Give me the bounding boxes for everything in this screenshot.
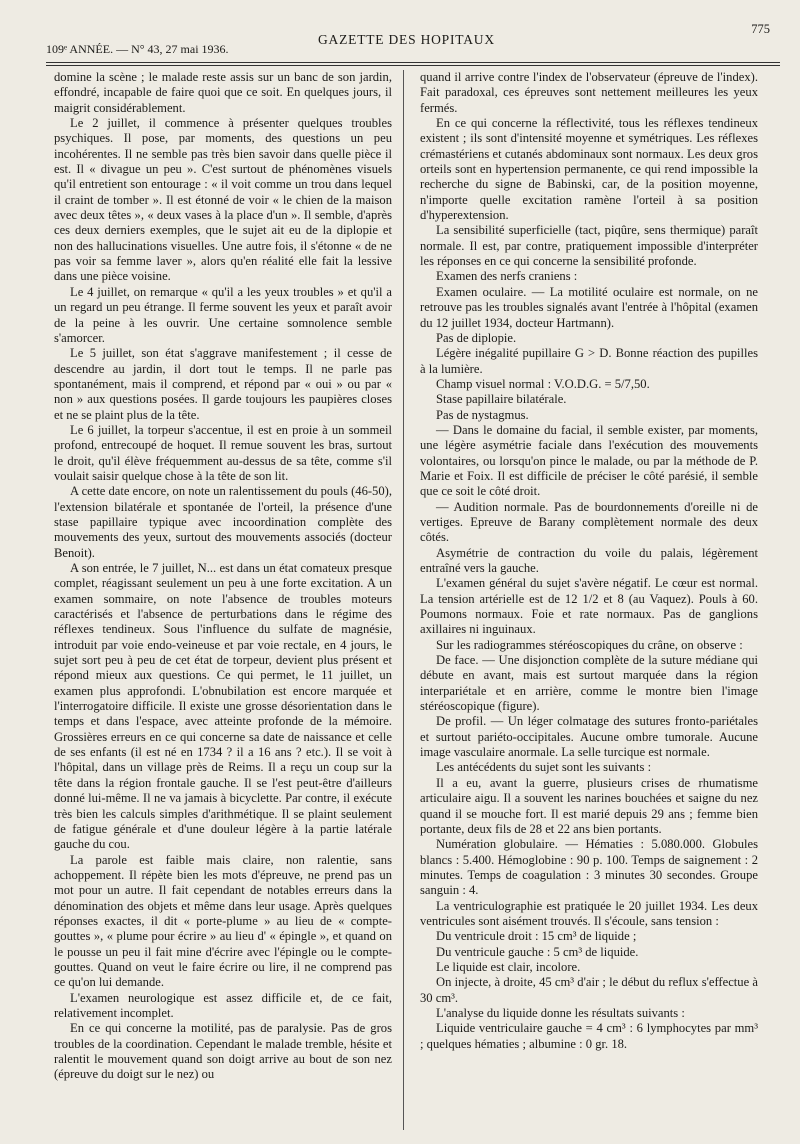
- paragraph: — Audition normale. Pas de bourdonnements d'oreille ni de vertiges. Epreuve de Barany complètement normale des deux côtés.: [420, 499, 758, 545]
- paragraph: A son entrée, le 7 juillet, N... est dans un état comateux presque complet, réagissant seulement un peu à une forte excitation. A un examen sommaire, on note l'absence de troubles moteurs caractérisés et l'absence de perturbations dans le régime des réflexes tendineux. Sous l'influence du sulfate de magnésie, introduit par voie endo-veineuse et par voie rectale, en 4 jours, le sujet sort peu à peu de cet état de torpeur, devient plus présent et répond mieux aux questions. Ce qui permet, le 11 juillet, un examen plus approfondi. L'obnubilation est encore marquée et l'interrogatoire difficile. Il existe une grosse désorientation dans le temps et dans l'espace, avec atteinte profonde de la mémoire. Grossières erreurs en ce qui concerne sa date de naissance et celle de ses enfants (il est né en 1734 ? il a 16 ans ? etc.). Il se voit à l'hôpital, dans un village près de Reims. Il a reçu un coup sur la tête dans la région frontale gauche. Il se l'est peut-être d'ailleurs donné lui-même. Il ne va jamais à bicyclette. Par contre, il exécute très bien les calculs simples d'arithmétique. Il se plaint seulement de fatigue générale et d'une douleur légère à la partie latérale gauche du cou.: [54, 561, 392, 852]
- paragraph: La parole est faible mais claire, non ralentie, sans achoppement. Il répète bien les mots d'épreuve, ne prend pas un mot pour un autre. Il fait cependant de notables erreurs dans la dénomination des objets et même dans leur usage. Après quelques réponses exactes, il dit « porte-plume » au lieu de « compte-gouttes », « plume pour écrire » au lieu d' « épingle », et quand on le pousse un peu il fait mine d'écrire avec l'épingle ou le compte-gouttes. Quand on veut le faire écrire ou lire, il ne comprend pas ce qu'on lui demande.: [54, 852, 392, 990]
- paragraph: Liquide ventriculaire gauche = 4 cm³ : 6 lymphocytes par mm³ ; quelques hématies ; albumine : 0 gr. 18.: [420, 1021, 758, 1051]
- right-column: [420, 70, 758, 1130]
- paragraph: On injecte, à droite, 45 cm³ d'air ; le début du reflux s'effectue à 30 cm³.: [420, 975, 758, 1005]
- paragraph: Le liquide est clair, incolore.: [436, 959, 581, 974]
- paragraph: La ventriculographie est pratiquée le 20 juillet 1934. Les deux ventricules sont aisément trouvés. Il s'écoule, sans tension :: [420, 898, 758, 928]
- issue-info: 109ᵉ ANNÉE. — N° 43, 27 mai 1936.: [46, 42, 229, 56]
- paragraph: Stase papillaire bilatérale.: [436, 392, 567, 407]
- paragraph: Le 5 juillet, son état s'aggrave manifestement ; il cesse de descendre au jardin, il dort tout le temps. Il ne parle pas spontanément, mais il comprend, et répond par « oui » ou par « non » aux questions posées. Il garde toujours les paupières closes et ne se plaint plus de la tête.: [54, 346, 392, 422]
- header-rule: [46, 62, 780, 63]
- paragraph: Le 4 juillet, on remarque « qu'il a les yeux troubles » et qu'il a un regard un peu étrange. Il ferme souvent les yeux et paraît avoir de la peine à les ouvrir. Une certaine somnolence semble s'amorcer.: [54, 284, 392, 345]
- paragraph: Examen des nerfs craniens :: [436, 269, 578, 284]
- paragraph: Les antécédents du sujet sont les suivants :: [436, 760, 652, 775]
- paragraph: La sensibilité superficielle (tact, piqûre, sens thermique) paraît normale. Il est, par contre, pratiquement impossible d'interpréter les réponses en ce qui concerne la sensibilité profonde.: [420, 223, 758, 269]
- paragraph: Pas de nystagmus.: [436, 407, 529, 422]
- left-column: [54, 70, 392, 1130]
- paragraph: Du ventricule droit : 15 cm³ de liquide ;: [436, 929, 637, 944]
- paragraph: Numération globulaire. — Hématies : 5.080.000. Globules blancs : 5.400. Hémoglobine : 90 p. 100. Temps de saignement : 2 minutes. Temps de coagulation : 3 minutes 30 secondes. Groupe sanguin : 4.: [420, 837, 758, 898]
- paragraph: De face. — Une disjonction complète de la suture médiane qui débute en avant, mais est surtout marquée dans la région interpariétale et en arrière, comme le montre bien l'image stéréoscopique (figure).: [420, 653, 758, 714]
- paragraph: Légère inégalité pupillaire G > D. Bonne réaction des pupilles à la lumière.: [420, 346, 758, 376]
- paragraph: Le 2 juillet, il commence à présenter quelques troubles psychiques. Il pose, par moments, des questions un peu incohérentes. Il ne semble pas très bien savoir dans quelle pièce il est. Il « divague un peu ». C'est surtout de phénomènes visuels qu'il entretient son entourage : « il voit comme un trou dans lequel il craint de tomber ». Il est étonné de voir « le chien de la maison avec deux têtes », « deux vases à la place d'un ». Il semble, d'après ces deux derniers exemples, que le sujet ait eu de la diplopie et non des hallucinations visuelles. Une autre fois, il s'étonne « de ne pas voir sa femme laver », alors qu'en réalité elle fait la lessive dans une pièce voisine.: [54, 116, 392, 284]
- paragraph: Le 6 juillet, la torpeur s'accentue, il est en proie à un sommeil profond, entrecoupé de hoquet. Il remue souvent les bras, surtout le droit, qu'il élève fréquemment au-dessus de sa tête, comme s'il voulait saisir quelque chose à la tête de son lit.: [54, 422, 392, 483]
- paragraph: Sur les radiogrammes stéréoscopiques du crâne, on observe :: [436, 637, 743, 652]
- column-divider: [403, 70, 404, 1130]
- page-header: [46, 22, 770, 58]
- paragraph: A cette date encore, on note un ralentissement du pouls (46-50), l'extension bilatérale et spontanée de l'orteil, la présence d'une stase papillaire typique avec incoordination complète des mouvements des yeux, surtout des mouvements associés (docteur Benoit).: [54, 484, 392, 560]
- paragraph: — Dans le domaine du facial, il semble exister, par moments, une légère asymétrie faciale dans l'exécution des mouvements volontaires, ou lorsqu'on pince le malade, ou par la méthode de P. Marie et Foix. Il est difficile de préciser le côté parésié, il semble que ce soit le côté droit.: [420, 422, 758, 499]
- paragraph: L'examen général du sujet s'avère négatif. Le cœur est normal. La tension artérielle est de 12 1/2 et 8 (au Vaquez). Pouls à 60. Poumons normaux. Foie et rate normaux. Pas de ganglions axillaires ni inguinaux.: [420, 576, 758, 637]
- paragraph: Pas de diplopie.: [436, 330, 517, 345]
- paragraph: Il a eu, avant la guerre, plusieurs crises de rhumatisme articulaire aigu. Il a souvent les narines bouchées et saigne du nez quand il se mouche fort. Il est marié depuis 29 ans ; femme bien portante, deux fils de 28 et 22 ans bien portants.: [420, 775, 758, 836]
- paragraph: Du ventricule gauche : 5 cm³ de liquide.: [436, 944, 639, 959]
- publication-title: GAZETTE DES HOPITAUX: [318, 32, 495, 47]
- paragraph: L'analyse du liquide donne les résultats suivants :: [436, 1005, 685, 1020]
- paragraph: Champ visuel normal : V.O.D.G. = 5/7,50.: [436, 376, 650, 391]
- paragraph: Asymétrie de contraction du voile du palais, légèrement entraîné vers la gauche.: [420, 545, 758, 575]
- paragraph: L'examen neurologique est assez difficile et, de ce fait, relativement incomplet.: [54, 990, 392, 1020]
- paragraph: De profil. — Un léger colmatage des sutures fronto-pariétales et surtout pariéto-occipitales. Aucune ombre tumorale. Aucune image vasculaire anormale. La selle turcique est normale.: [420, 714, 758, 760]
- paragraph: Examen oculaire. — La motilité oculaire est normale, on ne retrouve pas les troubles signalés avant l'entrée à l'hôpital (examen du 12 juillet 1934, docteur Hartmann).: [420, 284, 758, 330]
- paragraph: En ce qui concerne la motilité, pas de paralysie. Pas de gros troubles de la coordination. Cependant le malade tremble, hésite et ralentit le mouvement quand son doigt arrive au bout de son nez (épreuve du doigt sur le nez) ou: [54, 1021, 392, 1082]
- paragraph: quand il arrive contre l'index de l'observateur (épreuve de l'index). Fait paradoxal, ces épreuves sont nettement meilleures les yeux fermés.: [420, 70, 758, 115]
- paragraph: domine la scène ; le malade reste assis sur un banc de son jardin, effondré, incapable de faire quoi que ce soit. En quelques jours, il maigrit considérablement.: [54, 70, 392, 115]
- header-rule-secondary: [46, 65, 780, 66]
- paragraph: En ce qui concerne la réflectivité, tous les réflexes tendineux existent ; ils sont d'intensité moyenne et symétriques. Les réflexes crémastériens et cutanés abdominaux sont normaux. Les deux gros orteils sont en hypertension permanente, ce qui rend impossible la recherche du signe de Babinski, car, de la position moyenne, n'importe quelle excitation ramène l'orteil à sa position d'hyperextension.: [420, 116, 758, 223]
- page-number: 775: [751, 22, 770, 36]
